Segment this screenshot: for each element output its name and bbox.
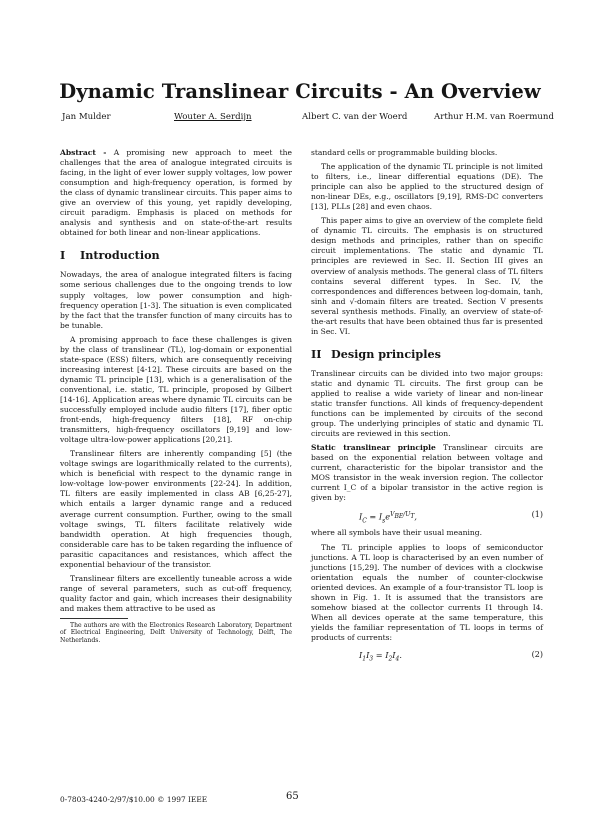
author-4: Arthur H.M. van Roermund: [434, 112, 554, 122]
abstract-text: A promising new approach to meet the challenges that the area of analogue integrated circuits is facing, in the light of ever lower supply voltages, low power consumption and high-frequency operation, is formed by the class of dynamic translinear circuits. This paper aims to give an overview of this young, yet rapidly developing, circuit paradigm. Emphasis is placed on methods for analysis and synthesis and on state-of-the-art results obtained for both linear and non-linear applications.: [60, 148, 292, 238]
equation-1-number: (1): [531, 510, 543, 520]
left-column: [60, 148, 292, 644]
section-1-title: Introduction: [80, 248, 160, 263]
abstract-heading: Abstract -: [60, 148, 107, 157]
equation-2: [311, 646, 543, 666]
section-2-title: Design principles: [331, 346, 441, 361]
right-paragraph-1: standard cells or programmable building blocks.: [311, 148, 498, 157]
design-paragraph-2: [311, 443, 543, 503]
author-1: Jan Mulder: [62, 112, 111, 122]
design-paragraph-1: Translinear circuits can be divided into two major groups: static and dynamic TL circuits. The first group can be applied to realise a wide variety of linear and non-linear static transfer functions. All kinds of frequency-dependent functions can be implemented by circuits of the second group. The underlying principles of static and dynamic TL circuits are reviewed in this section.: [311, 368, 543, 439]
design-paragraph-4: The TL principle applies to loops of semiconductor junctions. A TL loop is characterised by an even number of junctions [15,29]. The number of devices with a clockwise orientation equals the number of counter-clockwise oriented devices. An example of a four-transistor TL loop is shown in Fig. 1. It is assumed that the transistors are somehow biased at the collector currents I1 through I4. When all devices operate at the same temperature, this yields the familiar representation of TL loops in terms of products of currents:: [311, 542, 543, 642]
equation-1: [311, 506, 543, 526]
paper-title: Dynamic Translinear Circuits - An Overview: [59, 80, 541, 103]
right-paragraph-2: The application of the dynamic TL principle is not limited to filters, i.e., linear differential equations (DE). The principle can also be applied to the structured design of non-linear DEs, e.g., oscillators [9,19], RMS-DC converters [13], PLLs [28] and even chaos.: [311, 162, 543, 212]
abstract: [60, 148, 292, 238]
section-1-number: I: [60, 248, 66, 263]
static-tl-text: Translinear circuits are based on the exponential relation between voltage and current, characteristic for the bipolar transistor and the MOS transistor in the weak inversion region. The collector current I_C of a bipolar transistor in the active region is given by:: [311, 443, 544, 503]
static-tl-subheading: Static translinear principle: [311, 443, 436, 453]
intro-paragraph-4: Translinear filters are excellently tuneable across a wide range of several parameters, such as cut-off frequency, quality factor and gain, which increases their designability and makes them attractive to be used as: [60, 573, 292, 613]
section-2-number: II: [311, 346, 322, 361]
author-list: [62, 112, 562, 126]
right-paragraph-3: This paper aims to give an overview of the complete field of dynamic TL circuits. The emphasis is on structured design methods and principles, rather than on specific circuit implementations. The static and dynamic TL principles are reviewed in Sec. II. Section III gives an overview of analysis methods. The general class of TL filters contains several different types. In Sec. IV, the correspondences and differences between log-domain, tanh, sinh and √-domain filters are treated. Section V presents several synthesis methods. Finally, an overview of state-of-the-art results that have been obtained thus far is presented in Sec. VI.: [311, 216, 543, 336]
intro-paragraph-1: Nowadays, the area of analogue integrated filters is facing some serious challenges due to the ongoing trends to low supply voltages, low power consumption and high-frequency operation [1-3]. The situation is even complicated by the fact that the transfer function of many circuits has to be tunable.: [60, 270, 292, 330]
right-column: [311, 148, 543, 668]
equation-2-body: $I_1I_3 = I_2I_4$.: [359, 649, 402, 663]
section-1-heading: [60, 249, 292, 262]
copyright-line: 0-7803-4240-2/97/$10.00 © 1997 IEEE: [60, 795, 208, 804]
footnote: The authors are with the Electronics Research Laboratory, Department of Electrical Engineering, Delft University of Technology, Delft, The Netherlands.: [60, 621, 292, 644]
author-2: Wouter A. Serdijn: [174, 112, 252, 122]
intro-paragraph-3: Translinear filters are inherently companding [5] (the voltage swings are logarithmically related to the currents), which is beneficial with respect to the dynamic range in low-voltage low-power environments [22-24]. In addition, TL filters are easily implemented in class AB [6,25-27], which entails a larger dynamic range and a reduced average current consumption. Further, owing to the small voltage swings, TL filters facilitate relatively wide bandwidth operation. At high frequencies though, considerable care has to be taken regarding the influence of parasitic capacitances and resistances, which affect the exponential behaviour of the transistor.: [60, 449, 292, 569]
equation-2-number: (2): [531, 649, 543, 659]
footnote-rule: [60, 618, 128, 619]
equation-1-body: $I_C = I_se^{V_{BE}/U_T}$,: [359, 511, 417, 525]
intro-paragraph-2: A promising approach to face these challenges is given by the class of translinear (TL), log-domain or exponential state-space (ESS) filters, which are consequently receiving increasing interest [4-12]. These circuits are based on the dynamic TL principle [13], which is a generalisation of the conventional, i.e. static, TL principle, proposed by Gilbert [14-16]. Application areas where dynamic TL circuits can be successfully employed include audio filters [17], fiber optic front-ends, high-frequency filters [18], RF on-chip transmitters, high-frequency oscillators [9,19] and low-voltage ultra-low-power applications [20,21].: [60, 334, 292, 445]
page-number: 65: [286, 791, 299, 802]
author-3: Albert C. van der Woerd: [302, 112, 408, 122]
design-paragraph-3: where all symbols have their usual meaning.: [311, 528, 482, 538]
section-2-heading: [311, 348, 543, 361]
